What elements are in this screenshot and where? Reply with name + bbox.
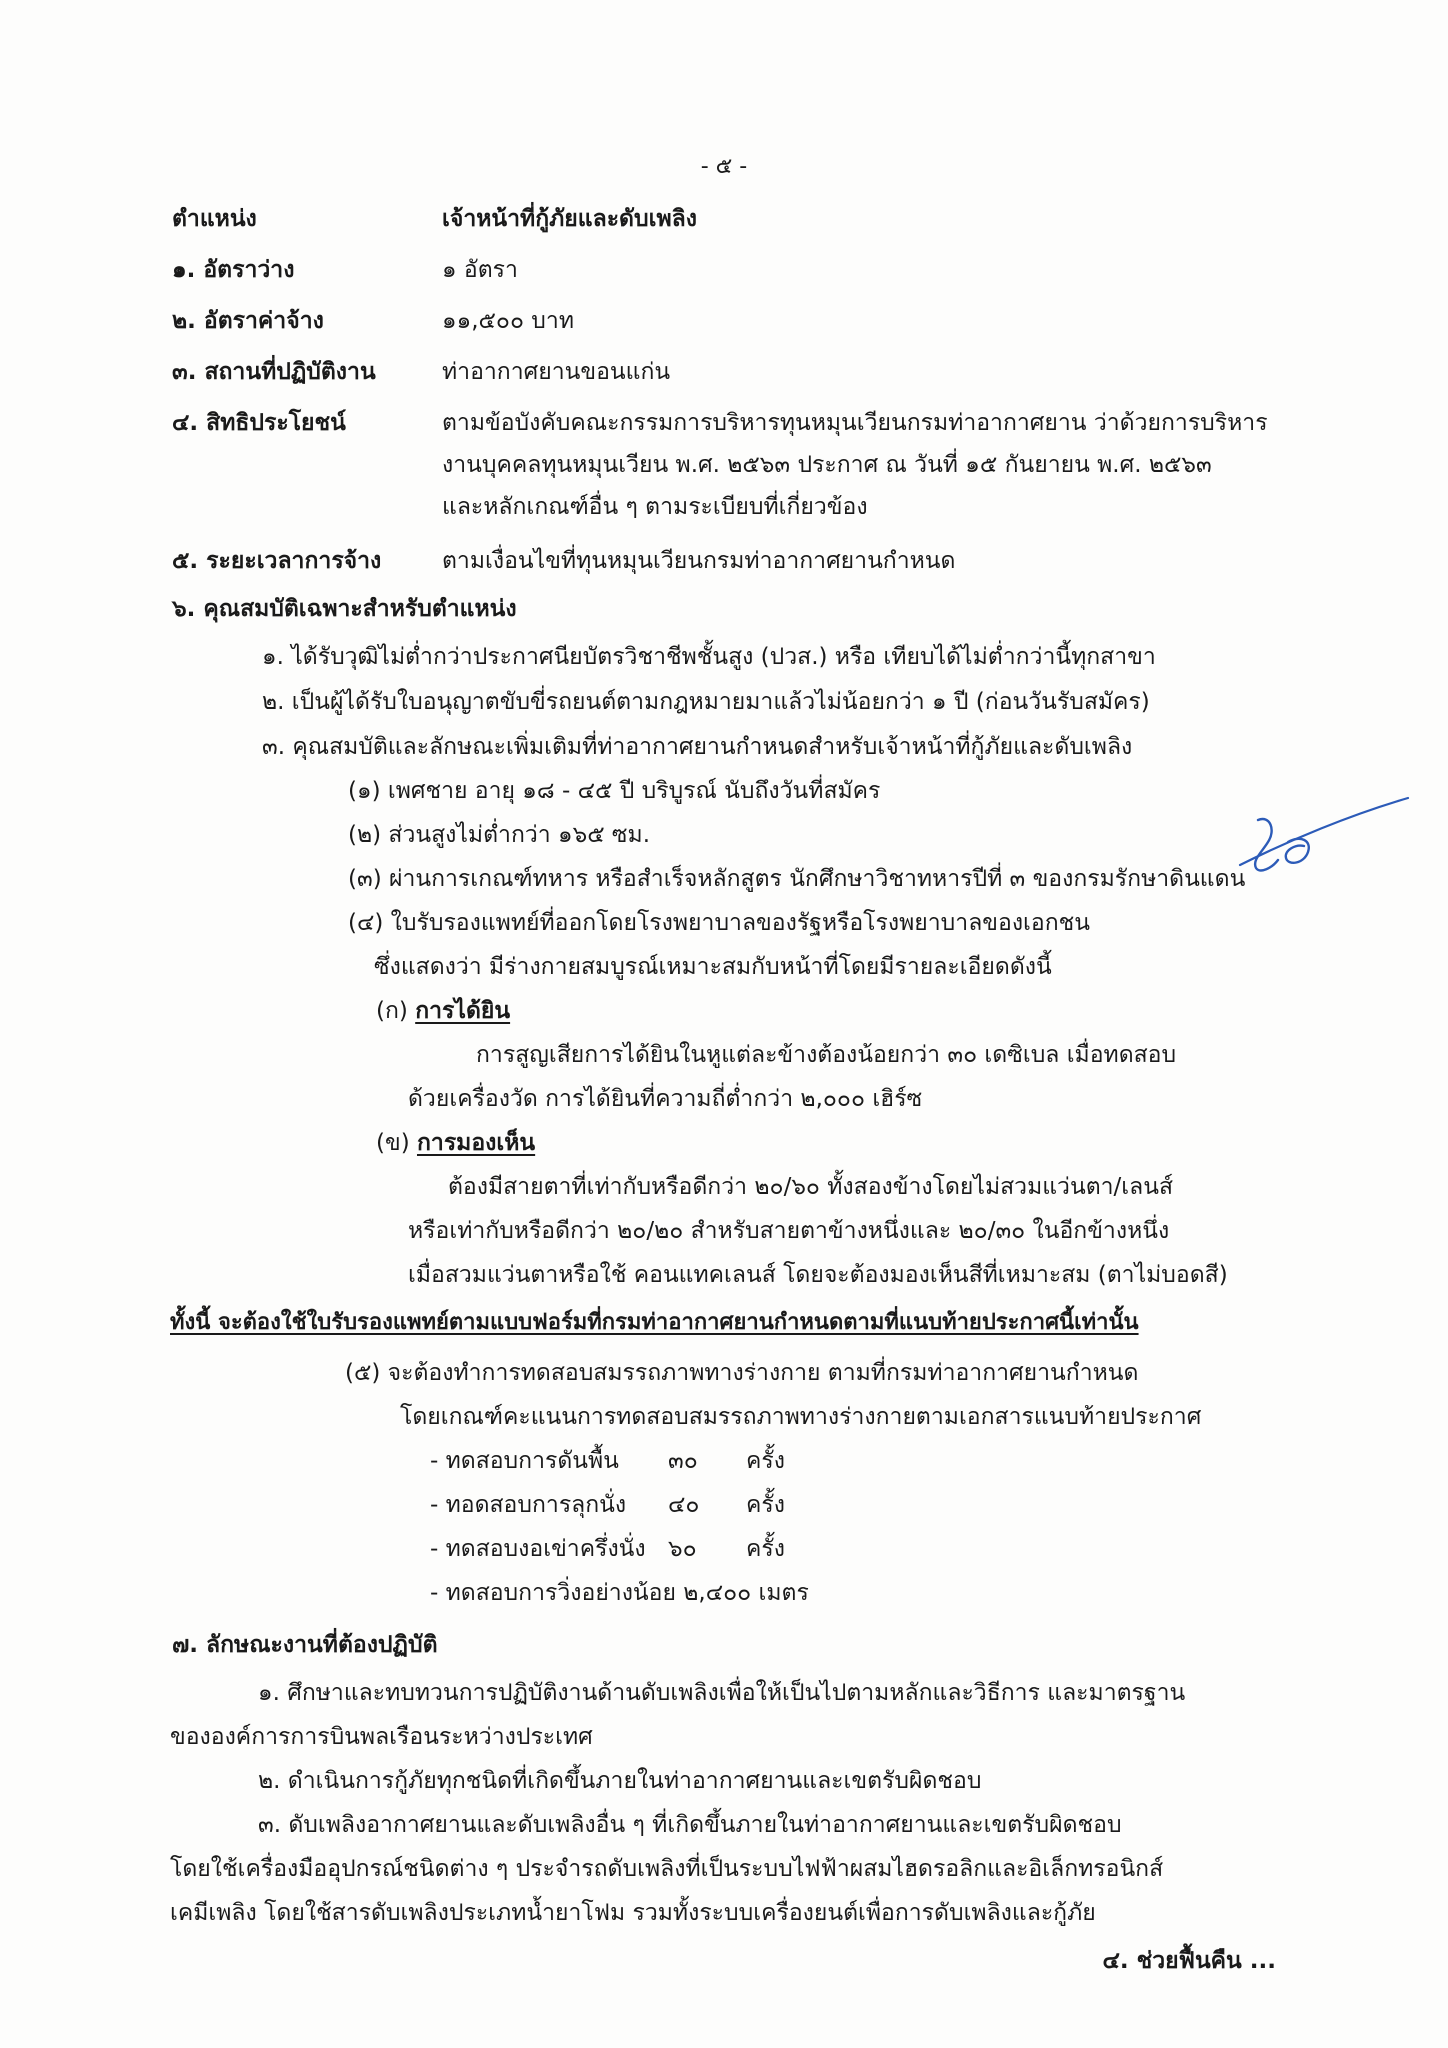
duty-line: ๑. ศึกษาและทบทวนการปฏิบัติงานด้านดับเพลิงเพื่อให้เป็นไปตามหลักและวิธีการ และมาตรฐาน (258, 1680, 1186, 1706)
page-number: - ๕ - (700, 154, 748, 179)
test-unit: ครั้ง (746, 1536, 785, 1562)
medical-certificate-notice: ทั้งนี้ จะต้องใช้ใบรับรองแพทย์ตามแบบฟอร์มที่กรมท่าอากาศยานกำหนดตามที่แนบท้ายประกาศนี้เท่านั้น (170, 1310, 1139, 1335)
handwritten-initials (1230, 780, 1410, 890)
sub-qualification: (๓) ผ่านการเกณฑ์ทหาร หรือสำเร็จหลักสูตร นักศึกษาวิชาทหารปีที่ ๓ ของกรมรักษาดินแดน (348, 866, 1246, 892)
duty-line: ขององค์การการบินพลเรือนระหว่างประเทศ (170, 1724, 593, 1750)
hearing-heading (376, 994, 510, 1028)
fitness-test-line: โดยเกณฑ์คะแนนการทดสอบสมรรถภาพทางร่างกายตามเอกสารแนบท้ายประกาศ (400, 1404, 1202, 1430)
period-label: ๕. ระยะเวลาการจ้าง (172, 548, 382, 574)
hearing-title: การได้ยิน (415, 998, 511, 1024)
qualification-item: ๓. คุณสมบัติและลักษณะเพิ่มเติมที่ท่าอากาศยานกำหนดสำหรับเจ้าหน้าที่กู้ภัยและดับเพลิง (262, 734, 1133, 760)
duty-line: เคมีเพลิง โดยใช้สารดับเพลิงประเภทน้ำยาโฟม รวมทั้งระบบเครื่องยนต์เพื่อการดับเพลิงและกู้ภัย (170, 1900, 1096, 1926)
sub-qualification: (๒) ส่วนสูงไม่ต่ำกว่า ๑๖๕ ซม. (348, 822, 651, 848)
vacancy-label: ๑. อัตราว่าง (172, 257, 295, 283)
test-name: - ทอดสอบการลุกนั่ง (430, 1492, 627, 1518)
duty-line: โดยใช้เครื่องมืออุปกรณ์ชนิดต่าง ๆ ประจำรถดับเพลิงที่เป็นระบบไฟฟ้าผสมไฮดรอลิกและอิเล็กทรอนิกส์ (170, 1856, 1164, 1882)
vision-title: การมองเห็น (416, 1130, 536, 1156)
test-unit: ครั้ง (746, 1492, 785, 1518)
test-count: ๔๐ (668, 1492, 700, 1518)
vision-line: เมื่อสวมแว่นตาหรือใช้ คอนแทคเลนส์ โดยจะต้องมองเห็นสีที่เหมาะสม (ตาไม่บอดสี) (408, 1262, 1228, 1288)
test-count: ๓๐ (668, 1448, 698, 1474)
continuation-text: ๔. ช่วยฟื้นคืน ... (1102, 1948, 1276, 1974)
duty-line: ๓. ดับเพลิงอากาศยานและดับเพลิงอื่น ๆ ที่เกิดขึ้นภายในท่าอากาศยานและเขตรับผิดชอบ (258, 1812, 1122, 1838)
test-unit: ครั้ง (746, 1448, 785, 1474)
test-name: - ทดสอบการดันพื้น (430, 1448, 619, 1474)
wage-label: ๒. อัตราค่าจ้าง (172, 308, 324, 334)
hearing-line: การสูญเสียการได้ยินในหูแต่ละข้างต้องน้อยกว่า ๓๐ เดซิเบล เมื่อทดสอบ (476, 1042, 1177, 1068)
duties-heading: ๗. ลักษณะงานที่ต้องปฏิบัติ (172, 1632, 438, 1658)
qualifications-heading: ๖. คุณสมบัติเฉพาะสำหรับตำแหน่ง (172, 596, 517, 622)
workplace-value: ท่าอากาศยานขอนแก่น (442, 359, 671, 385)
test-count: ๖๐ (668, 1536, 697, 1562)
vacancy-value: ๑ อัตรา (442, 257, 518, 283)
hearing-line: ด้วยเครื่องวัด การได้ยินที่ความถี่ต่ำกว่า ๒,๐๐๐ เฮิร์ซ (408, 1086, 923, 1112)
qualification-item: ๑. ได้รับวุฒิไม่ต่ำกว่าประกาศนียบัตรวิชาชีพชั้นสูง (ปวส.) หรือ เทียบได้ไม่ต่ำกว่านี้ทุกสาขา (262, 644, 1156, 670)
period-value: ตามเงื่อนไขที่ทุนหมุนเวียนกรมท่าอากาศยานกำหนด (442, 548, 956, 574)
qualification-item: ๒. เป็นผู้ได้รับใบอนุญาตขับขี่รถยนต์ตามกฎหมายมาแล้วไม่น้อยกว่า ๑ ปี (ก่อนวันรับสมัคร) (262, 689, 1150, 715)
vision-line: ต้องมีสายตาที่เท่ากับหรือดีกว่า ๒๐/๖๐ ทั้งสองข้างโดยไม่สวมแว่นตา/เลนส์ (448, 1174, 1174, 1200)
vision-prefix: (ข) (376, 1130, 410, 1156)
sub-qualification: (๑) เพศชาย อายุ ๑๘ - ๔๕ ปี บริบูรณ์ นับถึงวันที่สมัคร (348, 778, 881, 804)
vision-line: หรือเท่ากับหรือดีกว่า ๒๐/๒๐ สำหรับสายตาข้างหนึ่งและ ๒๐/๓๐ ในอีกข้างหนึ่ง (408, 1218, 1170, 1244)
duty-line: ๒. ดำเนินการกู้ภัยทุกชนิดที่เกิดขึ้นภายในท่าอากาศยานและเขตรับผิดชอบ (258, 1768, 982, 1794)
benefits-line: และหลักเกณฑ์อื่น ๆ ตามระเบียบที่เกี่ยวข้อง (442, 494, 868, 520)
position-label: ตำแหน่ง (172, 206, 257, 232)
test-name: - ทดสอบงอเข่าครึ่งนั่ง (430, 1536, 646, 1562)
benefits-label: ๔. สิทธิประโยชน์ (172, 410, 346, 436)
benefits-line: ตามข้อบังคับคณะกรรมการบริหารทุนหมุนเวียนกรมท่าอากาศยาน ว่าด้วยการบริหาร (442, 410, 1268, 436)
sub-qualification: (๔) ใบรับรองแพทย์ที่ออกโดยโรงพยาบาลของรัฐหรือโรงพยาบาลของเอกชน (348, 910, 1090, 936)
workplace-label: ๓. สถานที่ปฏิบัติงาน (172, 359, 376, 385)
run-test: - ทดสอบการวิ่งอย่างน้อย ๒,๔๐๐ เมตร (430, 1580, 809, 1606)
wage-value: ๑๑,๕๐๐ บาท (442, 308, 574, 334)
hearing-prefix: (ก) (376, 998, 408, 1024)
fitness-test-line: (๕) จะต้องทำการทดสอบสมรรถภาพทางร่างกาย ตามที่กรมท่าอากาศยานกำหนด (345, 1360, 1139, 1386)
position-value: เจ้าหน้าที่กู้ภัยและดับเพลิง (442, 206, 697, 232)
sub-qualification-cont: ซึ่งแสดงว่า มีร่างกายสมบูรณ์เหมาะสมกับหน้าที่โดยมีรายละเอียดดังนี้ (374, 954, 1052, 980)
vision-heading (376, 1126, 535, 1160)
benefits-line: งานบุคคลทุนหมุนเวียน พ.ศ. ๒๕๖๓ ประกาศ ณ วันที่ ๑๕ กันยายน พ.ศ. ๒๕๖๓ (442, 452, 1212, 478)
